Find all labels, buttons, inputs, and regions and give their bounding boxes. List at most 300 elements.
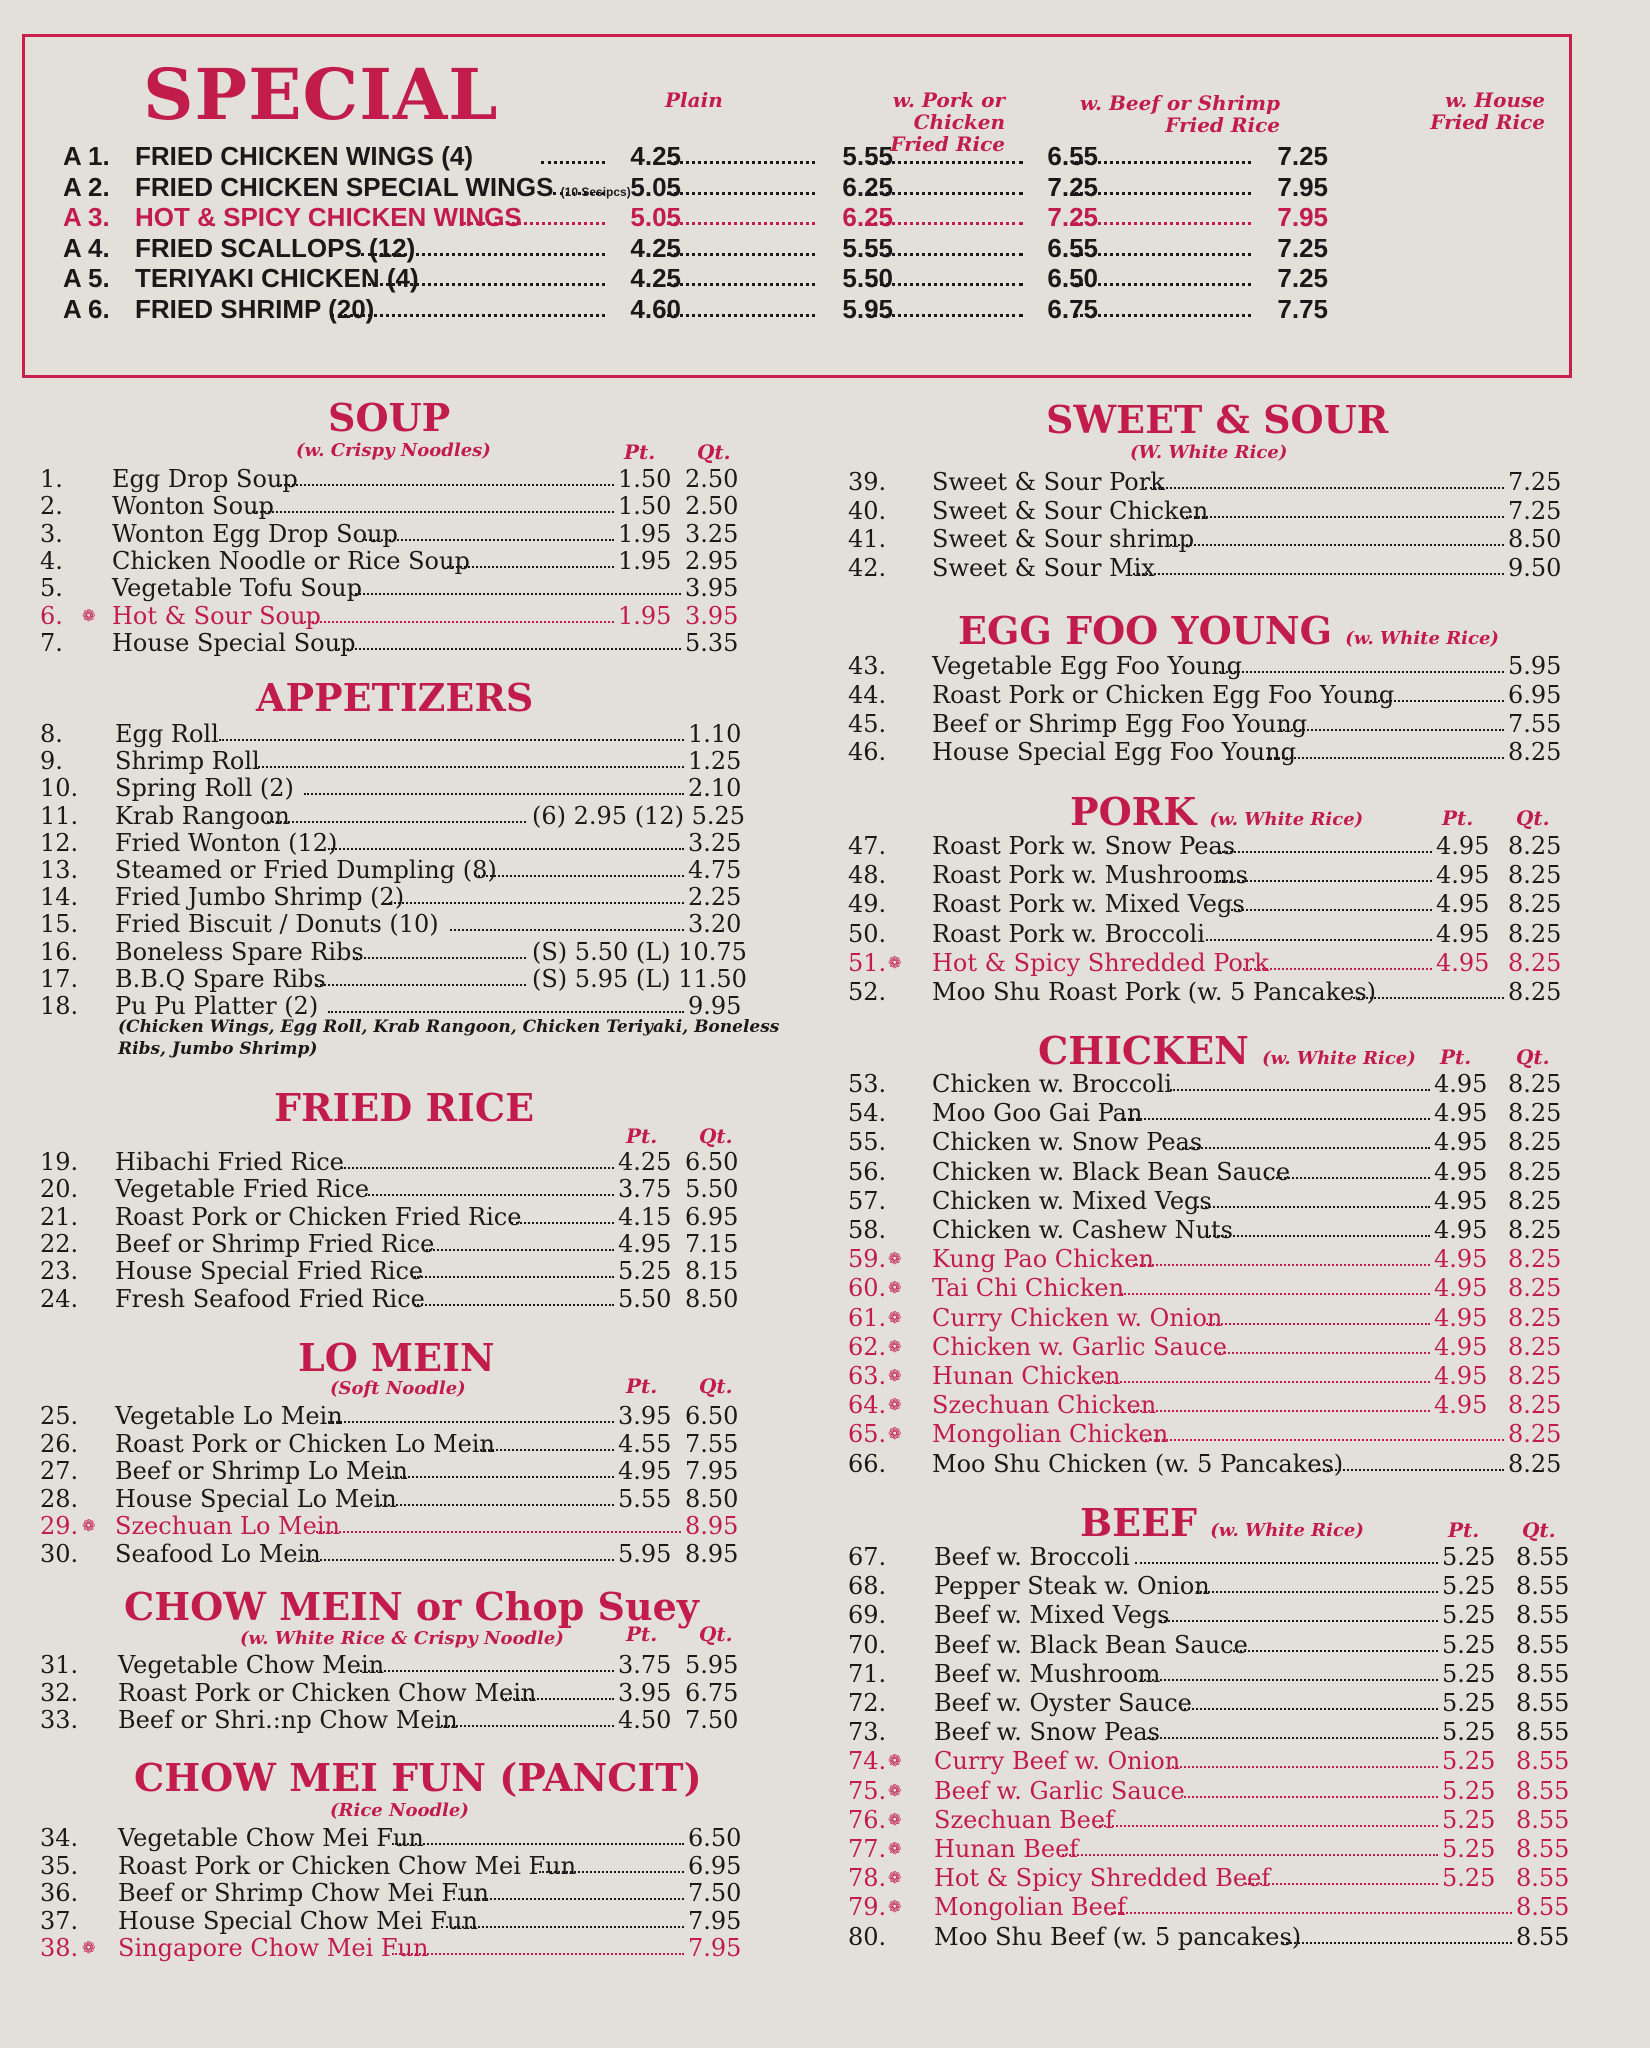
special-item-name-text: FRIED CHICKEN WINGS (4) — [135, 141, 473, 171]
item-price-pint: 5.25 — [618, 1257, 672, 1286]
special-price: 4.25 — [630, 263, 681, 293]
dot-leader — [1075, 222, 1251, 225]
item-price-pint: 4.95 — [1434, 1157, 1488, 1186]
dot-leader — [1194, 1206, 1430, 1208]
item-price-pint: 5.25 — [1442, 1718, 1496, 1747]
special-col-beef-shrimp-line2: Fried Rice — [1165, 113, 1280, 137]
pork-title-text: PORK — [1070, 789, 1197, 834]
special-price: 5.55 — [842, 141, 893, 171]
special-col-house-line1: w. House — [1445, 88, 1545, 112]
item-name: Chicken Noodle or Rice Soup — [112, 546, 470, 575]
special-item-name-text: TERIYAKI CHICKEN (4) — [135, 263, 419, 293]
item-price-quart: 8.25 — [1508, 1362, 1562, 1390]
sweet-sour-title: SWEET & SOUR — [1046, 397, 1389, 442]
dot-leader — [1121, 1118, 1430, 1120]
item-number: 56. — [848, 1157, 887, 1186]
chili-pepper-icon: ❁ — [888, 1307, 902, 1327]
item-number: 48. — [848, 861, 887, 890]
item-number: 21. — [40, 1202, 79, 1231]
menu-item-row — [848, 1333, 1568, 1361]
item-number: 72. — [848, 1689, 887, 1717]
item-price-quart: 2.50 — [685, 492, 739, 521]
menu-item-row — [40, 465, 740, 493]
chow-mei-fun-title: CHOW MEI FUN (PANCIT) — [134, 1755, 702, 1800]
item-name: Vegetable Chow Mein — [118, 1651, 385, 1679]
dot-leader — [867, 161, 1023, 164]
menu-item-row — [40, 1651, 740, 1679]
dot-leader — [441, 1926, 684, 1928]
item-name: Egg Drop Soup — [112, 465, 298, 493]
item-name: House Special Egg Foo Young — [932, 738, 1296, 767]
menu-item-row — [40, 910, 740, 938]
dot-leader — [1133, 1264, 1430, 1266]
item-price: 2.10 — [688, 774, 742, 803]
item-number: 40. — [848, 496, 887, 525]
menu-item-row — [40, 1852, 740, 1880]
item-name: Chicken w. Black Bean Sauce — [932, 1157, 1291, 1186]
egg-foo-young-title-text: EGG FOO YOUNG — [958, 608, 1333, 653]
item-price-sizes: (6) 2.95 (12) 5.25 — [532, 801, 746, 830]
item-name: Beef or Shrimp Lo Mein — [115, 1457, 408, 1485]
item-number: 68. — [848, 1572, 887, 1601]
item-price-quart: 8.55 — [1516, 1689, 1570, 1717]
chili-pepper-icon: ❁ — [888, 1751, 902, 1771]
special-price: 6.50 — [1047, 263, 1098, 293]
dot-leader — [377, 1504, 614, 1506]
dot-leader — [1172, 1766, 1438, 1768]
special-item-note: (10 Sesipcs) — [560, 184, 631, 199]
item-price: 7.55 — [1508, 709, 1562, 738]
special-item-name-text: FRIED SHRIMP (20) — [135, 293, 375, 324]
item-number: 13. — [40, 856, 79, 884]
dot-leader — [475, 1449, 614, 1451]
special-price: 5.95 — [842, 293, 893, 324]
item-price-pint: 5.25 — [1442, 1776, 1496, 1805]
item-price: 8.50 — [1508, 525, 1562, 553]
item-price-quart: 7.50 — [685, 1706, 739, 1734]
menu-item-row — [848, 861, 1568, 889]
item-name: Beef or Shrimp Egg Foo Young — [932, 709, 1308, 738]
item-price-pint: 5.25 — [1442, 1805, 1496, 1834]
dot-leader — [1121, 1293, 1430, 1295]
item-price-pint: 3.75 — [618, 1175, 672, 1204]
item-name: Hibachi Fried Rice — [115, 1148, 344, 1176]
chow-mein-pt-header: Pt. — [626, 1622, 658, 1646]
item-price-quart: 8.25 — [1508, 861, 1562, 890]
item-number: 58. — [848, 1216, 887, 1244]
dot-leader — [316, 1531, 681, 1533]
special-col-house-line2: Fried Rice — [1430, 110, 1545, 134]
item-price-quart: 8.50 — [685, 1284, 739, 1313]
special-item-row — [63, 294, 1563, 330]
dot-leader — [1365, 700, 1504, 702]
item-name: Sweet & Sour Chicken — [932, 496, 1209, 525]
dot-leader — [1099, 1825, 1438, 1827]
item-price: 6.95 — [1508, 680, 1562, 709]
item-price-pint: 4.95 — [1434, 1274, 1488, 1303]
item-price-pint: 5.25 — [1442, 1543, 1496, 1571]
item-price: 3.25 — [688, 828, 742, 857]
item-number: 52. — [848, 978, 887, 1006]
item-number: 63. — [848, 1362, 887, 1390]
item-price-quart: 8.25 — [1508, 1099, 1562, 1128]
menu-item-row — [848, 1806, 1568, 1834]
egg-foo-young-note: (w. White Rice) — [1345, 628, 1499, 649]
item-price-pint: 4.95 — [618, 1457, 672, 1485]
dot-leader — [867, 314, 1023, 317]
dot-leader — [353, 957, 526, 959]
menu-item-row — [40, 1285, 740, 1313]
menu-item-row — [848, 1923, 1568, 1951]
dot-leader — [392, 1953, 684, 1955]
special-price: 4.25 — [630, 141, 681, 171]
dot-leader — [1170, 544, 1504, 546]
item-number: 73. — [848, 1718, 887, 1747]
dot-leader — [1075, 161, 1251, 164]
item-number: 64. — [848, 1391, 887, 1420]
dot-leader — [453, 1898, 684, 1900]
item-number: 77. — [848, 1835, 887, 1863]
item-name: Beef w. Black Bean Sauce — [934, 1630, 1248, 1659]
lo-mein-title: LO MEIN — [298, 1335, 495, 1380]
special-col-pork-chicken-line2: Fried Rice — [890, 132, 1005, 156]
item-number: 12. — [40, 828, 79, 857]
item-price: 8.25 — [1508, 738, 1562, 767]
dot-leader — [1206, 1323, 1430, 1325]
menu-item-row — [40, 747, 740, 775]
item-number: 42. — [848, 553, 887, 582]
item-name: Seafood Lo Mein — [115, 1539, 321, 1568]
dot-leader — [1206, 939, 1432, 941]
item-number: 47. — [848, 832, 887, 860]
menu-item-row — [848, 468, 1568, 496]
dot-leader — [1219, 671, 1504, 673]
dot-leader — [219, 739, 684, 741]
item-price-quart: 8.25 — [1508, 890, 1562, 919]
item-price-quart: 8.25 — [1508, 1391, 1562, 1420]
chili-pepper-icon: ❁ — [888, 1278, 902, 1298]
dot-leader — [1219, 1352, 1430, 1354]
item-price-pint: 1.95 — [618, 546, 672, 575]
dot-leader — [1231, 909, 1432, 911]
menu-item-row — [848, 1158, 1568, 1186]
item-number: 11. — [40, 801, 79, 830]
chili-pepper-icon: ❁ — [888, 1249, 902, 1269]
item-name: Beef or Shrimp Chow Mei Fun — [118, 1879, 489, 1907]
platter-note — [118, 1016, 779, 1060]
menu-item-row — [848, 1689, 1568, 1717]
dot-leader — [1182, 516, 1504, 518]
chili-pepper-icon: ❁ — [888, 1780, 902, 1800]
item-name: Roast Pork w. Mushrooms — [932, 861, 1248, 890]
menu-item-row — [848, 1187, 1568, 1215]
item-price-quart: 8.55 — [1516, 1864, 1570, 1893]
menu-item-row — [40, 1824, 740, 1852]
item-number: 54. — [848, 1099, 887, 1128]
pork-note: (w. White Rice) — [1209, 809, 1364, 830]
item-number: 30. — [40, 1539, 79, 1568]
item-number: 34. — [40, 1824, 79, 1852]
dot-leader — [341, 1167, 614, 1169]
item-number: 70. — [848, 1630, 887, 1659]
dot-leader — [667, 192, 815, 195]
item-price-pint: 4.95 — [1434, 1186, 1488, 1215]
item-number: 22. — [40, 1229, 79, 1258]
item-price-pint: 5.95 — [618, 1539, 672, 1568]
dot-leader — [426, 1249, 614, 1251]
item-number: 9. — [40, 747, 63, 776]
special-item-number: A 2. — [63, 171, 110, 202]
menu-item-row — [40, 629, 740, 657]
chicken-title-text: CHICKEN — [1038, 1028, 1249, 1073]
item-price: 6.95 — [688, 1851, 742, 1880]
item-number: 18. — [40, 992, 79, 1020]
item-number: 15. — [40, 910, 79, 939]
item-price-quart: 8.95 — [685, 1512, 739, 1540]
chili-pepper-icon: ❁ — [888, 1868, 902, 1888]
chili-pepper-icon: ❁ — [888, 1424, 902, 1444]
chili-pepper-icon: ❁ — [82, 1938, 96, 1957]
dot-leader — [1282, 1942, 1512, 1944]
dot-leader — [867, 253, 1023, 256]
item-price-pint: 4.15 — [618, 1202, 672, 1231]
menu-item-row — [848, 554, 1568, 582]
dot-leader — [1135, 1679, 1438, 1681]
item-price-quart: 8.25 — [1508, 1157, 1562, 1186]
item-price-quart: 6.50 — [685, 1148, 739, 1176]
item-name: Mongolian Beef — [934, 1893, 1126, 1922]
item-number: 26. — [40, 1429, 79, 1458]
item-price-quart: 8.25 — [1508, 1332, 1562, 1361]
chili-pepper-icon: ❁ — [888, 1395, 902, 1415]
item-price-pint: 1.50 — [618, 465, 672, 493]
special-col-beef-shrimp-line1: w. Beef or Shrimp — [1079, 91, 1280, 115]
item-name: Roast Pork or Chicken Lo Mein — [115, 1429, 495, 1458]
menu-item-row — [40, 1175, 740, 1203]
menu-item-row — [40, 547, 740, 575]
platter-note-line1: (Chicken Wings, Egg Roll, Krab Rangoon, Chicken Teriyaki, Boneless — [118, 1017, 780, 1037]
menu-item-row — [848, 738, 1568, 766]
item-name: Moo Shu Chicken (w. 5 Pancakes) — [932, 1449, 1344, 1478]
dot-leader — [1184, 1708, 1438, 1710]
item-price-sizes: (S) 5.95 (L) 11.50 — [532, 964, 747, 993]
item-name: Fried Biscuit / Donuts (10) — [115, 910, 439, 939]
menu-item-row — [848, 525, 1568, 553]
fried-rice-qt-header: Qt. — [699, 1124, 733, 1148]
item-number: 76. — [848, 1805, 887, 1834]
item-number: 32. — [40, 1678, 79, 1707]
dot-leader — [667, 314, 815, 317]
item-name: Beef or Shrimp Fried Rice — [115, 1229, 435, 1258]
menu-item-row — [40, 1706, 740, 1734]
item-price-quart: 6.75 — [685, 1678, 739, 1707]
menu-item-row — [40, 937, 747, 966]
dot-leader — [267, 821, 526, 823]
menu-item-row — [848, 978, 1568, 1006]
special-price: 5.55 — [842, 232, 893, 263]
item-name: Chicken w. Mixed Vegs — [932, 1186, 1212, 1215]
special-item-number: A 6. — [63, 293, 110, 324]
menu-item-row — [848, 1274, 1568, 1302]
dot-leader — [1184, 1796, 1438, 1798]
menu-item-row — [40, 1679, 740, 1707]
item-number: 24. — [40, 1284, 79, 1313]
item-price-quart: 2.50 — [685, 465, 739, 493]
item-name: Roast Pork w. Broccoli — [932, 919, 1205, 948]
item-price-pint: 4.50 — [618, 1706, 672, 1734]
menu-item-row — [848, 1631, 1568, 1659]
menu-item-row — [848, 1245, 1568, 1273]
item-price: 9.95 — [688, 992, 742, 1020]
item-name: Chicken w. Garlic Sauce — [932, 1332, 1227, 1361]
item-name: Curry Beef w. Onion — [934, 1747, 1181, 1776]
item-price-pint: 5.25 — [1442, 1864, 1496, 1893]
dot-leader — [1267, 1177, 1430, 1179]
item-name: Pepper Steak w. Onion — [934, 1572, 1210, 1601]
fried-rice-pt-header: Pt. — [626, 1124, 658, 1148]
special-item-name — [135, 141, 473, 172]
dot-leader — [356, 1670, 614, 1672]
dot-leader — [1075, 253, 1251, 256]
chicken-qt-header: Qt. — [1516, 1045, 1550, 1069]
item-name: Beef w. Oyster Sauce — [934, 1689, 1192, 1717]
item-number: 2. — [40, 492, 63, 521]
special-item-name — [135, 202, 522, 233]
item-price-pint: 4.95 — [618, 1229, 672, 1258]
platter-note-line2: Ribs, Jumbo Shrimp) — [118, 1039, 318, 1059]
item-price-quart: 8.25 — [1508, 1449, 1562, 1478]
menu-item-row — [848, 497, 1568, 525]
item-name: Wonton Egg Drop Soup — [112, 519, 398, 548]
menu-item-row — [848, 1835, 1568, 1863]
item-price-pint: 4.95 — [1434, 1303, 1488, 1332]
appetizers-title: APPETIZERS — [256, 675, 534, 720]
item-name: Vegetable Lo Mein — [115, 1402, 343, 1430]
menu-item-row — [848, 1391, 1568, 1419]
item-price-pint: 5.25 — [1442, 1689, 1496, 1717]
dot-leader — [392, 1843, 684, 1845]
dot-leader — [1133, 573, 1504, 575]
item-price-quart: 8.55 — [1516, 1805, 1570, 1834]
menu-item-row — [40, 964, 747, 993]
menu-item-row — [848, 890, 1568, 918]
chili-pepper-icon: ❁ — [888, 1336, 902, 1356]
item-number: 39. — [848, 468, 887, 496]
dot-leader — [1147, 1737, 1438, 1739]
item-number: 71. — [848, 1659, 887, 1688]
special-item-name-text: FRIED SCALLOPS (12) — [135, 232, 416, 263]
dot-leader — [362, 539, 614, 541]
item-price-pint: 4.95 — [1434, 1332, 1488, 1361]
dot-leader — [1111, 1912, 1512, 1914]
special-item-number: A 3. — [63, 202, 110, 232]
dot-leader — [338, 648, 681, 650]
item-number: 28. — [40, 1484, 79, 1513]
special-price: 4.25 — [630, 232, 681, 263]
item-price-quart: 8.25 — [1508, 1274, 1562, 1303]
item-name: Hunan Beef — [934, 1835, 1079, 1863]
menu-item-row — [848, 1128, 1568, 1156]
item-price-quart: 8.55 — [1516, 1835, 1570, 1863]
item-price: 2.25 — [688, 883, 742, 912]
item-price-quart: 8.25 — [1508, 978, 1562, 1006]
item-name: Chicken w. Cashew Nuts — [932, 1216, 1233, 1244]
item-name: Sweet & Sour Pork — [932, 468, 1165, 496]
menu-item-row — [848, 1420, 1568, 1448]
item-number: 61. — [848, 1303, 887, 1332]
special-col-plain: Plain — [665, 88, 723, 112]
item-price-quart: 5.35 — [685, 628, 739, 657]
item-name: Tai Chi Chicken — [932, 1274, 1125, 1303]
dot-leader — [1219, 851, 1432, 853]
menu-item-row — [848, 1718, 1568, 1746]
item-price-quart: 8.50 — [685, 1484, 739, 1513]
menu-item-row — [40, 720, 740, 748]
item-number: 80. — [848, 1922, 887, 1951]
dot-leader — [1075, 314, 1251, 317]
special-price: 6.55 — [1047, 232, 1098, 263]
item-number: 53. — [848, 1070, 887, 1098]
dot-leader — [463, 222, 605, 225]
item-number: 5. — [40, 574, 63, 603]
dot-leader — [328, 1011, 684, 1013]
item-name: Roast Pork or Chicken Chow Mein — [118, 1678, 537, 1707]
beef-title — [1080, 1500, 1364, 1545]
item-number: 60. — [848, 1274, 887, 1303]
item-number: 51. — [848, 948, 887, 977]
beef-title-text: BEEF — [1080, 1500, 1198, 1545]
item-number: 37. — [40, 1906, 79, 1935]
menu-item-row — [40, 1907, 740, 1935]
item-price-quart: 8.25 — [1508, 1128, 1562, 1157]
menu-item-row — [40, 1230, 740, 1258]
item-name: Curry Chicken w. Onion — [932, 1303, 1223, 1332]
menu-item-row — [40, 1540, 740, 1568]
menu-item-row — [848, 1777, 1568, 1805]
item-price-pint: 4.95 — [1434, 1070, 1488, 1098]
item-price: 7.25 — [1508, 496, 1562, 525]
item-name: Mongolian Chicken — [932, 1420, 1169, 1449]
item-price-quart: 8.25 — [1508, 948, 1562, 977]
menu-item-row — [40, 883, 740, 911]
pork-title — [1070, 789, 1363, 834]
menu-item-row — [848, 1601, 1568, 1629]
item-price-quart: 8.25 — [1508, 1070, 1562, 1098]
special-col-pork-chicken-line1: w. Pork or Chicken — [892, 88, 1005, 134]
menu-item-row — [848, 652, 1568, 680]
dot-leader — [1353, 997, 1504, 999]
egg-foo-young-title — [958, 608, 1499, 653]
item-number: 20. — [40, 1175, 79, 1204]
special-item-name — [135, 263, 419, 294]
item-name: Roast Pork or Chicken Egg Foo Young — [932, 680, 1395, 709]
item-name: House Special Chow Mei Fun — [118, 1906, 478, 1935]
dot-leader — [450, 929, 684, 931]
item-name: Singapore Chow Mei Fun — [118, 1934, 429, 1962]
item-price-pint: 1.95 — [618, 519, 672, 548]
item-name: Moo Shu Roast Pork (w. 5 Pancakes) — [932, 978, 1376, 1006]
item-name: Roast Pork or Chicken Fried Rice — [115, 1202, 522, 1231]
special-price: 5.05 — [630, 202, 681, 232]
item-name: Beef w. Mixed Vegs — [934, 1601, 1170, 1630]
item-number: 27. — [40, 1457, 79, 1485]
item-number: 65. — [848, 1420, 887, 1449]
menu-item-row — [848, 949, 1568, 977]
dot-leader — [365, 1194, 614, 1196]
item-price-quart: 8.25 — [1508, 832, 1562, 860]
item-name: Roast Pork w. Mixed Vegs — [932, 890, 1245, 919]
item-price-pint: 1.50 — [618, 492, 672, 521]
